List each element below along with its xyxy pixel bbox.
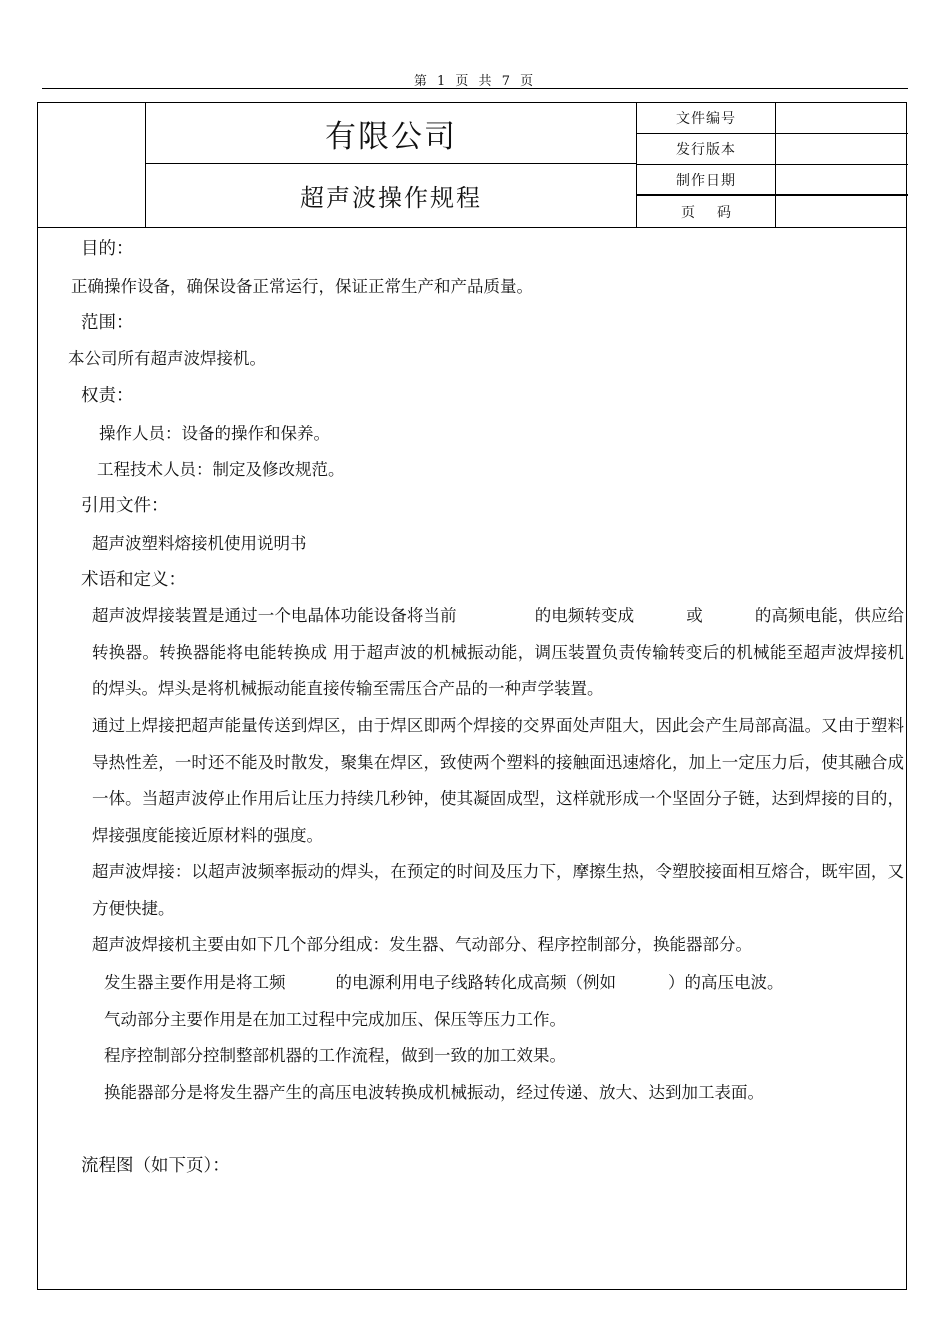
meta-label: 制作日期 bbox=[637, 165, 776, 194]
scope-heading: 范围： bbox=[81, 313, 134, 333]
meta-value bbox=[776, 196, 908, 227]
purpose-heading: 目的： bbox=[81, 239, 134, 259]
meta-label: 文件编号 bbox=[637, 103, 776, 133]
meta-value bbox=[776, 165, 908, 194]
terms-p1-part-a: 超声波焊接装置是通过一个电晶体功能设备将当前 bbox=[92, 606, 457, 625]
terms-p1-part-d: 的高频电能，供应给转换器。转换器能将电能转换成 用于超声波的机械振动能，调压装置负责传输转变后的机械能至超声波焊接机的焊头。焊头是将机械振动能直接传输至需压合产品的一种声学装置。 bbox=[92, 606, 905, 698]
terms-paragraph-1 bbox=[92, 598, 904, 708]
terms-paragraph-2: 通过上焊接把超声能量传送到焊区，由于焊区即两个焊接的交界面处声阻大，因此会产生局部高温。又由于塑料导热性差，一时还不能及时散发，聚集在焊区，致使两个塑料的接触面迅速熔化，加上一定压力后，使其融合成一体。当超声波停止作用后让压力持续几秒钟，使其凝固成型，这样就形成一个坚固分子链，达到焊接的目的，焊接强度能接近原材料的强度。 bbox=[92, 716, 904, 845]
header-rule bbox=[42, 88, 908, 89]
scope-text: 本公司所有超声波焊接机。 bbox=[68, 349, 266, 368]
flowchart-heading: 流程图（如下页）： bbox=[81, 1156, 230, 1176]
document-frame bbox=[37, 102, 907, 1290]
meta-row-doc-number bbox=[637, 103, 908, 134]
company-name: 有限公司 bbox=[146, 103, 636, 164]
component-transducer: 换能器部分是将发生器产生的高压电波转换成机械振动，经过传递、放大、达到加工表面。 bbox=[104, 1083, 764, 1102]
meta-row-page bbox=[637, 196, 908, 227]
terms-p1-part-c: 或 bbox=[686, 606, 703, 625]
page-number-header: 第 1 页 共 7 页 bbox=[413, 74, 537, 89]
terms-paragraph-4: 超声波焊接机主要由如下几个部分组成：发生器、气动部分、程序控制部分，换能器部分。 bbox=[92, 935, 752, 954]
meta-value bbox=[776, 103, 908, 133]
component-generator: 发生器主要作用是将工频 的电源利用电子线路转化成高频（例如 ）的高压电波。 bbox=[104, 973, 784, 992]
meta-row-version bbox=[637, 134, 908, 165]
logo-cell bbox=[38, 103, 146, 227]
meta-label: 页码 bbox=[637, 196, 776, 227]
terms-paragraph-3: 超声波焊接：以超声波频率振动的焊头，在预定的时间及压力下，摩擦生热，令塑胶接面相互熔合，既牢固，又方便快捷。 bbox=[92, 862, 904, 918]
meta-label: 发行版本 bbox=[637, 134, 776, 164]
purpose-text: 正确操作设备，确保设备正常运行，保证正常生产和产品质量。 bbox=[71, 277, 533, 296]
document-meta-table bbox=[636, 103, 908, 227]
terms-p1-part-b: 的电频转变成 bbox=[534, 606, 635, 625]
document-title: 超声波操作规程 bbox=[300, 184, 482, 212]
title-block bbox=[38, 103, 906, 228]
responsibility-engineer: 工程技术人员：制定及修改规范。 bbox=[97, 460, 345, 479]
responsibility-operator: 操作人员：设备的操作和保养。 bbox=[99, 424, 330, 443]
terms-heading: 术语和定义： bbox=[81, 570, 186, 590]
reference-heading: 引用文件： bbox=[81, 496, 169, 516]
component-control: 程序控制部分控制整部机器的工作流程，做到一致的加工效果。 bbox=[104, 1046, 566, 1065]
meta-row-date bbox=[637, 165, 908, 196]
reference-text: 超声波塑料熔接机使用说明书 bbox=[92, 534, 307, 553]
meta-value bbox=[776, 134, 908, 164]
responsibility-heading: 权责： bbox=[81, 386, 134, 406]
component-pneumatic: 气动部分主要作用是在加工过程中完成加压、保压等压力工作。 bbox=[104, 1010, 566, 1029]
